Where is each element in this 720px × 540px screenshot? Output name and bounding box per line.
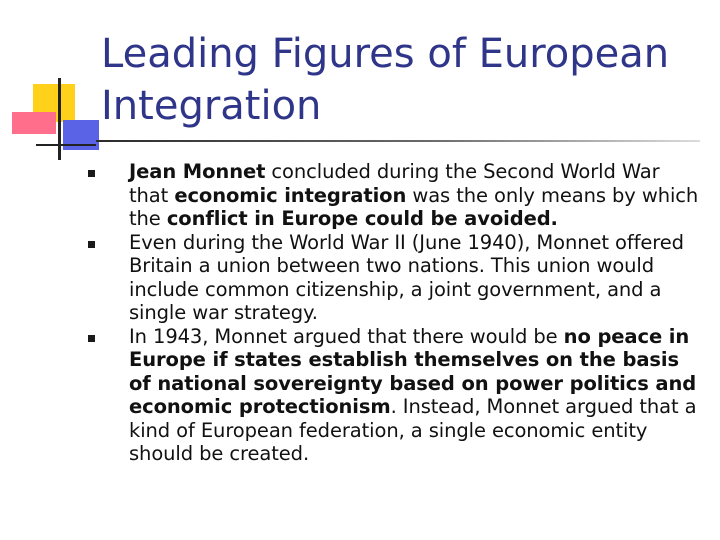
bullet-item [88, 160, 703, 231]
bold-text-segment: no peace in Europe if states establish themselves on the basis of national sovereignty based on power politics and economic protectionism [129, 324, 697, 418]
logo-vertical-line [58, 78, 61, 160]
slide-title: Leading Figures of European Integration [101, 31, 670, 129]
bold-text-segment: economic integration [174, 183, 407, 207]
text-segment: Even during the World War II (June 1940), Monnet offered Britain a union between two nations. This union would include common citizenship, a joint government, and a single war strategy. [129, 230, 684, 324]
text-segment: was the only means by which the [129, 183, 699, 230]
bullet-list [88, 160, 703, 466]
bullet-text [129, 160, 703, 231]
square-bullet-icon [88, 335, 95, 342]
square-bullet-icon [88, 170, 95, 177]
text-segment: In 1943, Monnet argued that there would be [129, 324, 564, 348]
logo-horizontal-line [36, 144, 96, 146]
bold-text-segment: conflict in Europe could be avoided. [166, 207, 558, 230]
bullet-text [129, 231, 703, 325]
bullet-text [129, 325, 703, 466]
logo-pink-block [12, 112, 56, 134]
bullet-item [88, 325, 703, 466]
text-segment: concluded during the Second World War that [129, 160, 660, 207]
text-segment: . Instead, Monnet argued that a kind of European federation, a single economic entity should be created. [129, 395, 697, 465]
bullet-item [88, 231, 703, 325]
title-divider [96, 140, 700, 142]
square-bullet-icon [88, 241, 95, 248]
bold-text-segment: Jean Monnet [129, 160, 266, 183]
